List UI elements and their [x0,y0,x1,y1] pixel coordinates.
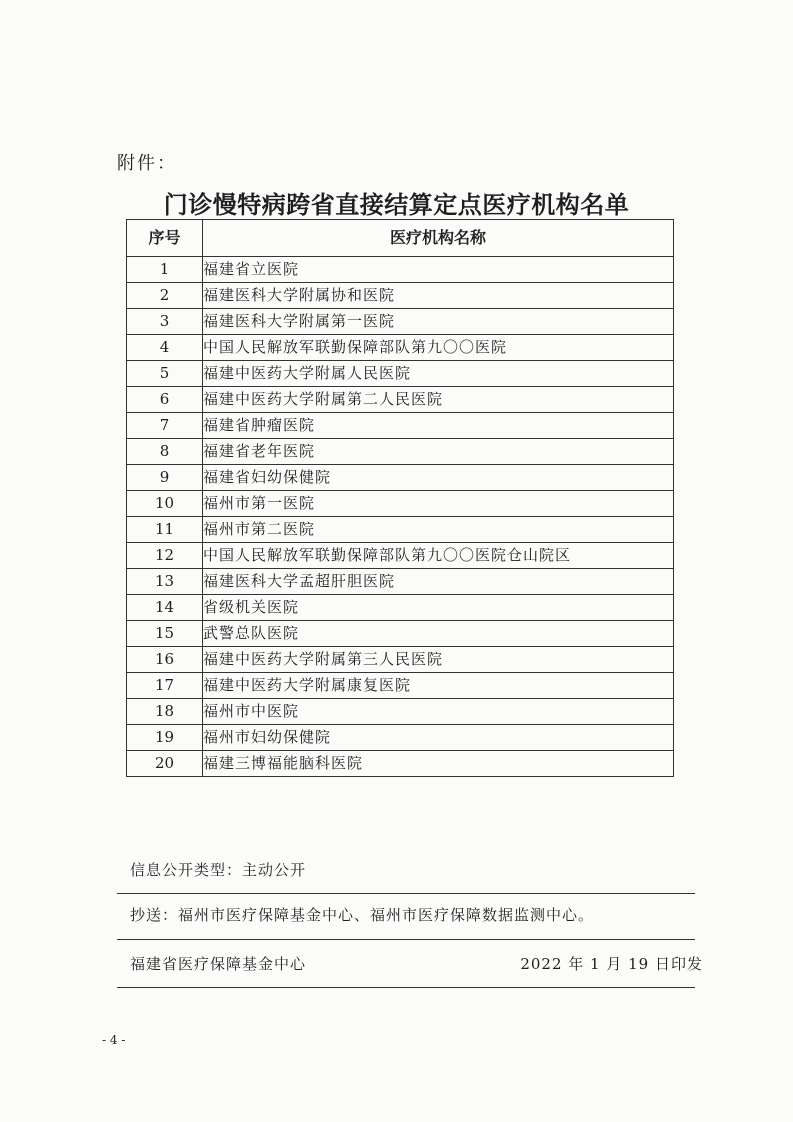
table-row [127,517,674,543]
institution-name: 福州市第一医院 [203,491,674,517]
institution-name: 福建省肿瘤医院 [203,413,674,439]
row-number: 5 [127,361,203,387]
divider-top [117,893,695,894]
row-number: 16 [127,647,203,673]
header-number: 序号 [127,220,203,257]
row-number: 18 [127,699,203,725]
row-number: 2 [127,283,203,309]
table-row [127,283,674,309]
table-row [127,335,674,361]
institution-name: 中国人民解放军联勤保障部队第九〇〇医院 [203,335,674,361]
institution-name: 省级机关医院 [203,595,674,621]
table-row [127,491,674,517]
header-institution-name: 医疗机构名称 [203,220,674,257]
table-row [127,621,674,647]
table-row [127,361,674,387]
row-number: 10 [127,491,203,517]
institution-name: 福州市第二医院 [203,517,674,543]
attachment-label: 附件： [117,153,177,174]
row-number: 14 [127,595,203,621]
institution-name: 福州市妇幼保健院 [203,725,674,751]
row-number: 8 [127,439,203,465]
institution-name: 福建中医药大学附属第二人民医院 [203,387,674,413]
institution-name: 中国人民解放军联勤保障部队第九〇〇医院仓山院区 [203,543,674,569]
row-number: 1 [127,257,203,283]
row-number: 12 [127,543,203,569]
issue-date: 2022 年 1 月 19 日印发 [520,955,703,973]
row-number: 13 [127,569,203,595]
institution-name: 福建省妇幼保健院 [203,465,674,491]
table-header-row [127,220,674,257]
institution-name: 福建医科大学附属协和医院 [203,283,674,309]
row-number: 9 [127,465,203,491]
table-row [127,647,674,673]
table-row [127,439,674,465]
institution-name: 武警总队医院 [203,621,674,647]
row-number: 3 [127,309,203,335]
row-number: 20 [127,751,203,777]
page-number: - 4 - [102,1033,126,1047]
institution-table [126,219,674,777]
row-number: 6 [127,387,203,413]
table-row [127,257,674,283]
row-number: 4 [127,335,203,361]
row-number: 17 [127,673,203,699]
table-row [127,751,674,777]
issuing-organization: 福建省医疗保障基金中心 [130,955,307,973]
table-row [127,413,674,439]
row-number: 15 [127,621,203,647]
institution-name: 福建省立医院 [203,257,674,283]
institution-name: 福建医科大学孟超肝胆医院 [203,569,674,595]
table-row [127,725,674,751]
table-row [127,387,674,413]
table-row [127,309,674,335]
institution-name: 福建中医药大学附属康复医院 [203,673,674,699]
table-row [127,569,674,595]
cc-recipients: 抄送：福州市医疗保障基金中心、福州市医疗保障数据监测中心。 [130,906,595,924]
table-row [127,543,674,569]
table-row [127,673,674,699]
institution-name: 福建医科大学附属第一医院 [203,309,674,335]
institution-name: 福建三博福能脑科医院 [203,751,674,777]
info-disclosure-type: 信息公开类型：主动公开 [130,861,307,879]
row-number: 7 [127,413,203,439]
table-row [127,595,674,621]
table-row [127,465,674,491]
document-title: 门诊慢特病跨省直接结算定点医疗机构名单 [163,191,630,219]
institution-name: 福建省老年医院 [203,439,674,465]
institution-name: 福州市中医院 [203,699,674,725]
row-number: 11 [127,517,203,543]
row-number: 19 [127,725,203,751]
table-row [127,699,674,725]
divider-middle [117,939,695,940]
institution-name: 福建中医药大学附属第三人民医院 [203,647,674,673]
institution-name: 福建中医药大学附属人民医院 [203,361,674,387]
divider-bottom [117,987,695,988]
